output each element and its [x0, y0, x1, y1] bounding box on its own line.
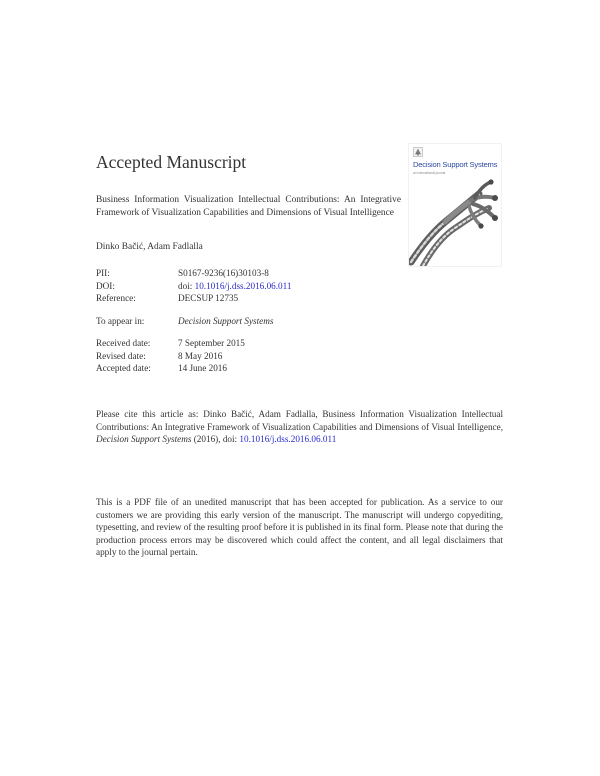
accepted-label: Accepted date: — [96, 363, 151, 373]
authors: Dinko Bačić, Adam Fadlalla — [96, 242, 203, 252]
rope-illustration-icon — [409, 174, 501, 266]
article-title: Business Information Visualization Intellectual Contributions: An Integrative Framework of Visualization Capabilities and Dimensions of Visual Intelligence — [96, 195, 401, 218]
identifier-table — [96, 267, 292, 305]
citation-prefix: Please cite this article as: Dinko Bačić, Adam Fadlalla, Business Information Visualization Intellectual Contributions: An Integrative Framework of Visualization Capabilities and Dimensions of Visual Intelligence, — [96, 409, 503, 432]
doi-link[interactable]: 10.1016/j.dss.2016.06.011 — [194, 280, 292, 291]
pii-value: S0167-9236(16)30103-8 — [178, 268, 269, 278]
citation-doi-link[interactable]: 10.1016/j.dss.2016.06.011 — [239, 434, 337, 445]
citation-journal: Decision Support Systems — [96, 434, 192, 445]
revised-label: Revised date: — [96, 350, 146, 361]
appear-row — [96, 315, 273, 328]
revised-row — [96, 350, 245, 363]
publisher-logo-icon — [413, 147, 423, 157]
pii-label: PII: — [96, 268, 110, 278]
appear-journal: Decision Support Systems — [178, 316, 274, 326]
accepted-row — [96, 362, 245, 375]
received-row — [96, 337, 245, 350]
citation-middle: (2016), doi: — [191, 434, 240, 445]
manuscript-notice: This is a PDF file of an unedited manuscript that has been accepted for publication. As a service to our customers we are providing this early version of the manuscript. The manuscript will undergo copyediting, typesetting, and review of the resulting proof before it is published in its final form. Please note that during the production process errors may be discovered which could affect the content, and all legal disclaimers that apply to the journal pertain. — [96, 497, 503, 558]
dates-table — [96, 337, 245, 375]
journal-cover — [409, 144, 501, 266]
accepted-value: 14 June 2016 — [178, 363, 227, 373]
page-heading: Accepted Manuscript — [96, 152, 247, 172]
reference-value: DECSUP 12735 — [178, 293, 239, 303]
doi-prefix: doi: — [178, 280, 195, 291]
doi-row — [96, 280, 292, 293]
citation-paragraph — [96, 408, 503, 446]
appear-label: To appear in: — [96, 316, 145, 326]
doi-cell — [178, 280, 292, 293]
received-label: Received date: — [96, 338, 151, 348]
cover-journal-title: Decision Support Systems — [413, 160, 498, 169]
reference-row — [96, 292, 292, 305]
appear-table — [96, 315, 273, 328]
received-value: 7 September 2015 — [178, 338, 245, 348]
pii-row — [96, 267, 292, 280]
cover-subtitle: an international journal — [413, 171, 446, 175]
doi-label: DOI: — [96, 280, 115, 291]
revised-value: 8 May 2016 — [178, 350, 223, 361]
reference-label: Reference: — [96, 293, 136, 303]
